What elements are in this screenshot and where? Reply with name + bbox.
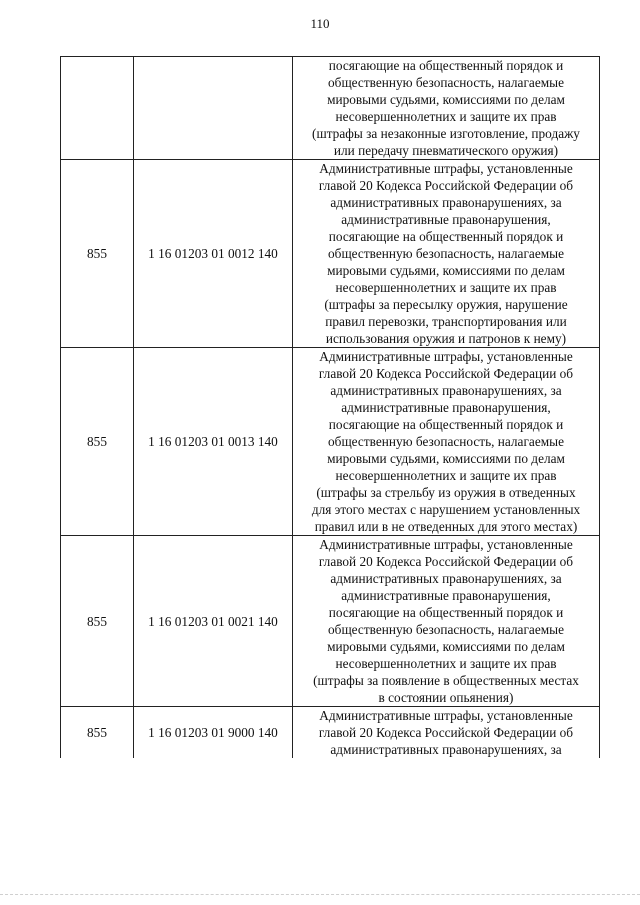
description-line: (штрафы за стрельбу из оружия в отведенных <box>316 485 576 500</box>
description-cell <box>293 57 600 160</box>
description-line: мировыми судьями, комиссиями по делам <box>327 263 565 278</box>
page-number: 110 <box>310 16 330 31</box>
page-bottom-rule <box>0 894 640 895</box>
description-line: несовершеннолетних и защите их прав <box>335 468 557 483</box>
description-line: Административные штрафы, установленные <box>319 161 573 176</box>
description-line: Административные штрафы, установленные <box>319 349 573 364</box>
description-line: (штрафы за пересылку оружия, нарушение <box>324 297 568 312</box>
table-row <box>61 348 600 536</box>
description-line: для этого местах с нарушением установленных <box>311 502 581 517</box>
description-line: (штрафы за появление в общественных местах <box>313 673 579 688</box>
description-line: посягающие на общественный порядок и <box>328 605 564 620</box>
description-line: (штрафы за незаконные изготовление, продажу <box>312 126 580 141</box>
description-line: главой 20 Кодекса Российской Федерации об <box>318 366 574 381</box>
description-line: посягающие на общественный порядок и <box>328 58 564 73</box>
description-line: общественную безопасность, налагаемые <box>328 246 564 261</box>
description-line: несовершеннолетних и защите их прав <box>335 109 557 124</box>
kbk-table <box>60 56 600 758</box>
description-line: административных правонарушениях, за <box>330 742 562 757</box>
description-line: мировыми судьями, комиссиями по делам <box>327 639 565 654</box>
table-row <box>61 160 600 348</box>
kbk-code-cell: 1 16 01203 01 0012 140 <box>134 160 293 348</box>
description-line: несовершеннолетних и защите их прав <box>335 656 557 671</box>
kbk-code-cell: 1 16 01203 01 9000 140 <box>134 707 293 759</box>
admin-code-cell: 855 <box>61 707 134 759</box>
description-line: несовершеннолетних и защите их прав <box>335 280 557 295</box>
description-cell <box>293 160 600 348</box>
description-line: административные правонарушения, <box>341 212 551 227</box>
description-line: главой 20 Кодекса Российской Федерации об <box>318 554 574 569</box>
admin-code-cell: 855 <box>61 160 134 348</box>
table-row <box>61 57 600 160</box>
description-line: посягающие на общественный порядок и <box>328 229 564 244</box>
description-line: административных правонарушениях, за <box>330 571 562 586</box>
kbk-table-body <box>61 57 600 759</box>
description-line: главой 20 Кодекса Российской Федерации об <box>318 178 574 193</box>
description-line: мировыми судьями, комиссиями по делам <box>327 451 565 466</box>
description-line: Административные штрафы, установленные <box>319 708 573 723</box>
admin-code-cell: 855 <box>61 348 134 536</box>
description-cell <box>293 707 600 759</box>
kbk-code-cell: 1 16 01203 01 0021 140 <box>134 536 293 707</box>
description-line: посягающие на общественный порядок и <box>328 417 564 432</box>
description-line: общественную безопасность, налагаемые <box>328 434 564 449</box>
description-cell <box>293 536 600 707</box>
description-line: административных правонарушениях, за <box>330 383 562 398</box>
kbk-code-cell: 1 16 01203 01 0013 140 <box>134 348 293 536</box>
description-line: административные правонарушения, <box>341 400 551 415</box>
description-line: в состоянии опьянения) <box>378 690 514 705</box>
description-line: мировыми судьями, комиссиями по делам <box>327 92 565 107</box>
description-line: общественную безопасность, налагаемые <box>328 75 564 90</box>
description-line: правил перевозки, транспортирования или <box>325 314 567 329</box>
admin-code-cell: 855 <box>61 536 134 707</box>
description-line: административные правонарушения, <box>341 588 551 603</box>
table-row <box>61 707 600 759</box>
table-row <box>61 536 600 707</box>
admin-code-cell <box>61 57 134 160</box>
description-line: Административные штрафы, установленные <box>319 537 573 552</box>
kbk-code-cell <box>134 57 293 160</box>
description-cell <box>293 348 600 536</box>
description-line: общественную безопасность, налагаемые <box>328 622 564 637</box>
description-line: или передачу пневматического оружия) <box>333 143 559 158</box>
description-line: главой 20 Кодекса Российской Федерации об <box>318 725 574 740</box>
description-line: использования оружия и патронов к нему) <box>325 331 567 346</box>
description-line: правил или в не отведенных для этого местах) <box>314 519 578 534</box>
description-line: административных правонарушениях, за <box>330 195 562 210</box>
